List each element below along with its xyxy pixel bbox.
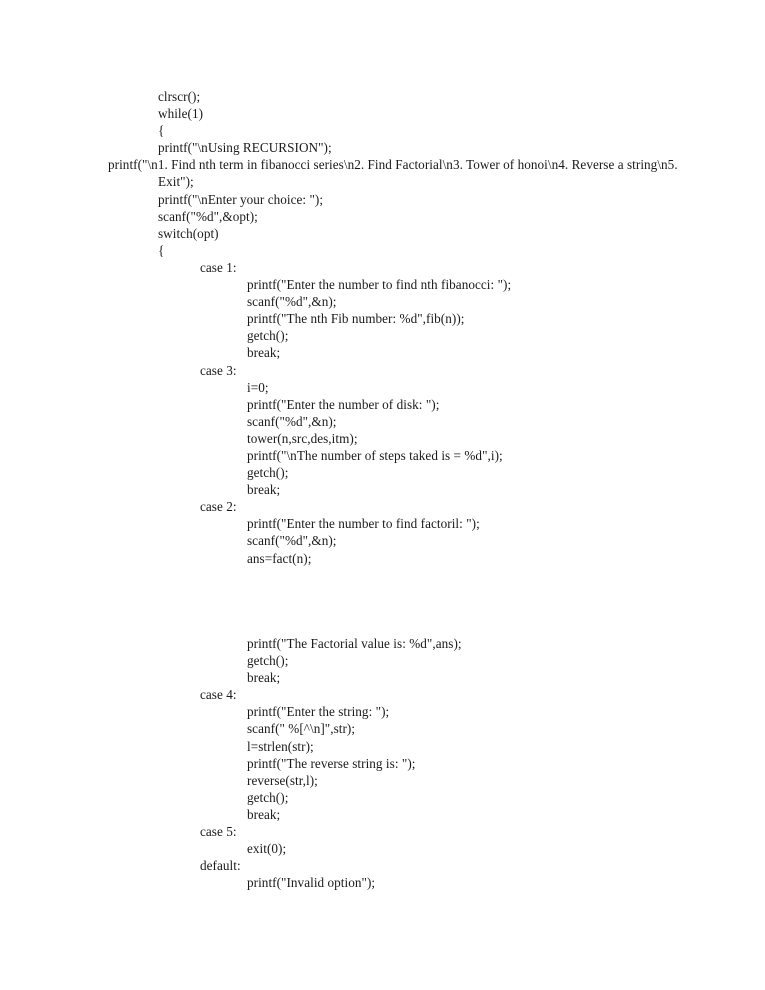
code-line: scanf("%d",&opt); <box>158 208 258 224</box>
code-line: printf("The nth Fib number: %d",fib(n)); <box>247 311 465 327</box>
code-line: break; <box>247 345 281 361</box>
code-blank-line <box>108 601 668 618</box>
code-line: while(1) <box>158 106 204 122</box>
code-line: scanf("%d",&n); <box>247 533 337 549</box>
code-line: { <box>158 242 165 258</box>
code-line: printf("Invalid option"); <box>247 875 376 891</box>
code-line: case 4: <box>200 687 237 703</box>
code-blank-line <box>108 618 668 635</box>
code-line: scanf(" %[^\n]",str); <box>247 721 356 737</box>
code-line: { <box>158 123 165 139</box>
code-line: i=0; <box>247 379 269 395</box>
code-line: printf("Enter the string: "); <box>247 704 390 720</box>
code-line: getch(); <box>247 465 289 481</box>
code-line: case 3: <box>200 362 237 378</box>
code-blank-line <box>108 584 668 601</box>
code-line: l=strlen(str); <box>247 738 314 754</box>
code-line: default: <box>200 858 241 874</box>
code-blank-line <box>108 567 668 584</box>
code-line: exit(0); <box>247 841 287 857</box>
code-line: tower(n,src,des,itm); <box>247 430 358 446</box>
code-line: reverse(str,l); <box>247 772 318 788</box>
code-line: case 5: <box>200 824 237 840</box>
code-line: break; <box>247 806 281 822</box>
code-line: getch(); <box>247 789 289 805</box>
code-line: ans=fact(n); <box>247 550 312 566</box>
code-line: printf("\n1. Find nth term in fibanocci series\n2. Find Factorial\n3. Tower of honoi\n4. Reverse a string\n5. Exit"); <box>108 157 678 190</box>
code-line: case 2: <box>200 499 237 515</box>
code-line: printf("\nUsing RECURSION"); <box>158 140 332 156</box>
code-line: getch(); <box>247 328 289 344</box>
code-line: printf("Enter the number of disk: "); <box>247 396 440 412</box>
code-line: printf("Enter the number to find factoril: "); <box>247 516 480 532</box>
code-line: scanf("%d",&n); <box>247 413 337 429</box>
code-line: clrscr(); <box>158 89 201 104</box>
code-line: printf("\nEnter your choice: "); <box>158 191 324 207</box>
code-listing <box>108 88 678 891</box>
code-line: case 1: <box>200 259 237 275</box>
code-line: printf("The reverse string is: "); <box>247 755 416 771</box>
code-line: scanf("%d",&n); <box>247 294 337 310</box>
code-line: printf("\nThe number of steps taked is = %d",i); <box>247 447 503 463</box>
code-line: printf("The Factorial value is: %d",ans); <box>247 636 462 651</box>
code-line: break; <box>247 670 281 686</box>
code-line: printf("Enter the number to find nth fibanocci: "); <box>247 277 512 293</box>
code-line: getch(); <box>247 653 289 669</box>
code-line: switch(opt) <box>158 225 219 241</box>
code-line: break; <box>247 482 281 498</box>
